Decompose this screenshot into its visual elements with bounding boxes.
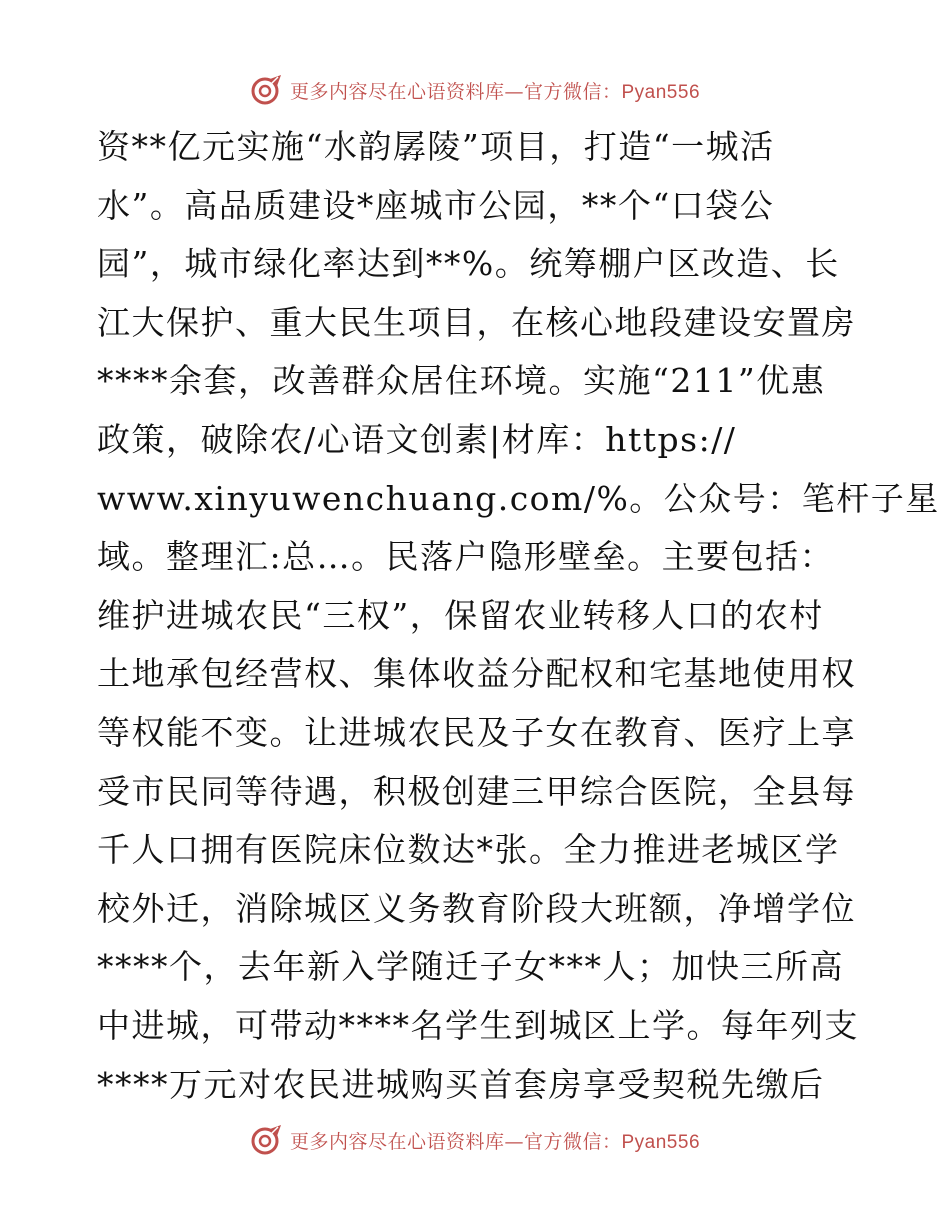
text-line: 等权能不变。让进城农民及子女在教育、医疗上享 bbox=[97, 712, 856, 752]
text-line: 江大保护、重大民生项目，在核心地段建设安置房 bbox=[97, 302, 856, 342]
text-line: 水”。高品质建设*座城市公园，**个“口袋公 bbox=[97, 185, 775, 225]
text-line: 资**亿元实施“水韵孱陵”项目，打造“一城活 bbox=[97, 127, 775, 166]
text-line: www.xinyuwenchuang.com/%。公众号：笔杆子星 bbox=[97, 478, 940, 518]
page-header-watermark bbox=[0, 70, 950, 110]
brand-logo-icon bbox=[250, 73, 284, 107]
text-line: 受市民同等待遇，积极创建三甲综合医院，全县每 bbox=[97, 771, 856, 811]
watermark-brand: 更多内容尽在心语资料库 bbox=[289, 1130, 505, 1153]
text-line: ****个，去年新入学随迁子女***人；加快三所高 bbox=[97, 947, 844, 987]
watermark-group bbox=[250, 73, 700, 107]
text-line: 校外迁，消除城区义务教育阶段大班额，净增学位 bbox=[97, 888, 856, 928]
watermark-group bbox=[250, 1123, 700, 1157]
brand-logo-icon bbox=[250, 1123, 284, 1157]
text-line: ****万元对农民进城购买首套房享受契税先缴后 bbox=[97, 1064, 825, 1104]
watermark-brand: 更多内容尽在心语资料库 bbox=[289, 80, 505, 103]
text-line: 域。整理汇:总…。民落户隐形壁垒。主要包括： bbox=[97, 537, 835, 577]
text-line: 维护进城农民“三权”，保留农业转移人口的农村 bbox=[97, 595, 824, 635]
text-line: 千人口拥有医院床位数达*张。全力推进老城区学 bbox=[97, 830, 840, 870]
watermark-id: Pyan556 bbox=[621, 1131, 701, 1153]
text-line: 中进城，可带动****名学生到城区上学。每年列支 bbox=[97, 1005, 859, 1045]
text-line: 政策，破除农/心语文创素|材库：https:// bbox=[97, 419, 737, 459]
document-body bbox=[97, 118, 940, 1114]
watermark-id: Pyan556 bbox=[621, 81, 701, 103]
watermark-text bbox=[290, 77, 700, 104]
text-line: ****余套，改善群众居住环境。实施“211”优惠 bbox=[97, 361, 826, 401]
page-footer-watermark bbox=[0, 1120, 950, 1160]
watermark-separator: — bbox=[504, 80, 524, 103]
text-line: 土地承包经营权、集体收益分配权和宅基地使用权 bbox=[97, 654, 856, 694]
watermark-text bbox=[290, 1127, 700, 1154]
watermark-suffix: 官方微信： bbox=[523, 1130, 622, 1153]
watermark-separator: — bbox=[504, 1130, 524, 1153]
watermark-suffix: 官方微信： bbox=[523, 80, 622, 103]
text-line: 园”，城市绿化率达到**%。统筹棚户区改造、长 bbox=[97, 244, 840, 284]
